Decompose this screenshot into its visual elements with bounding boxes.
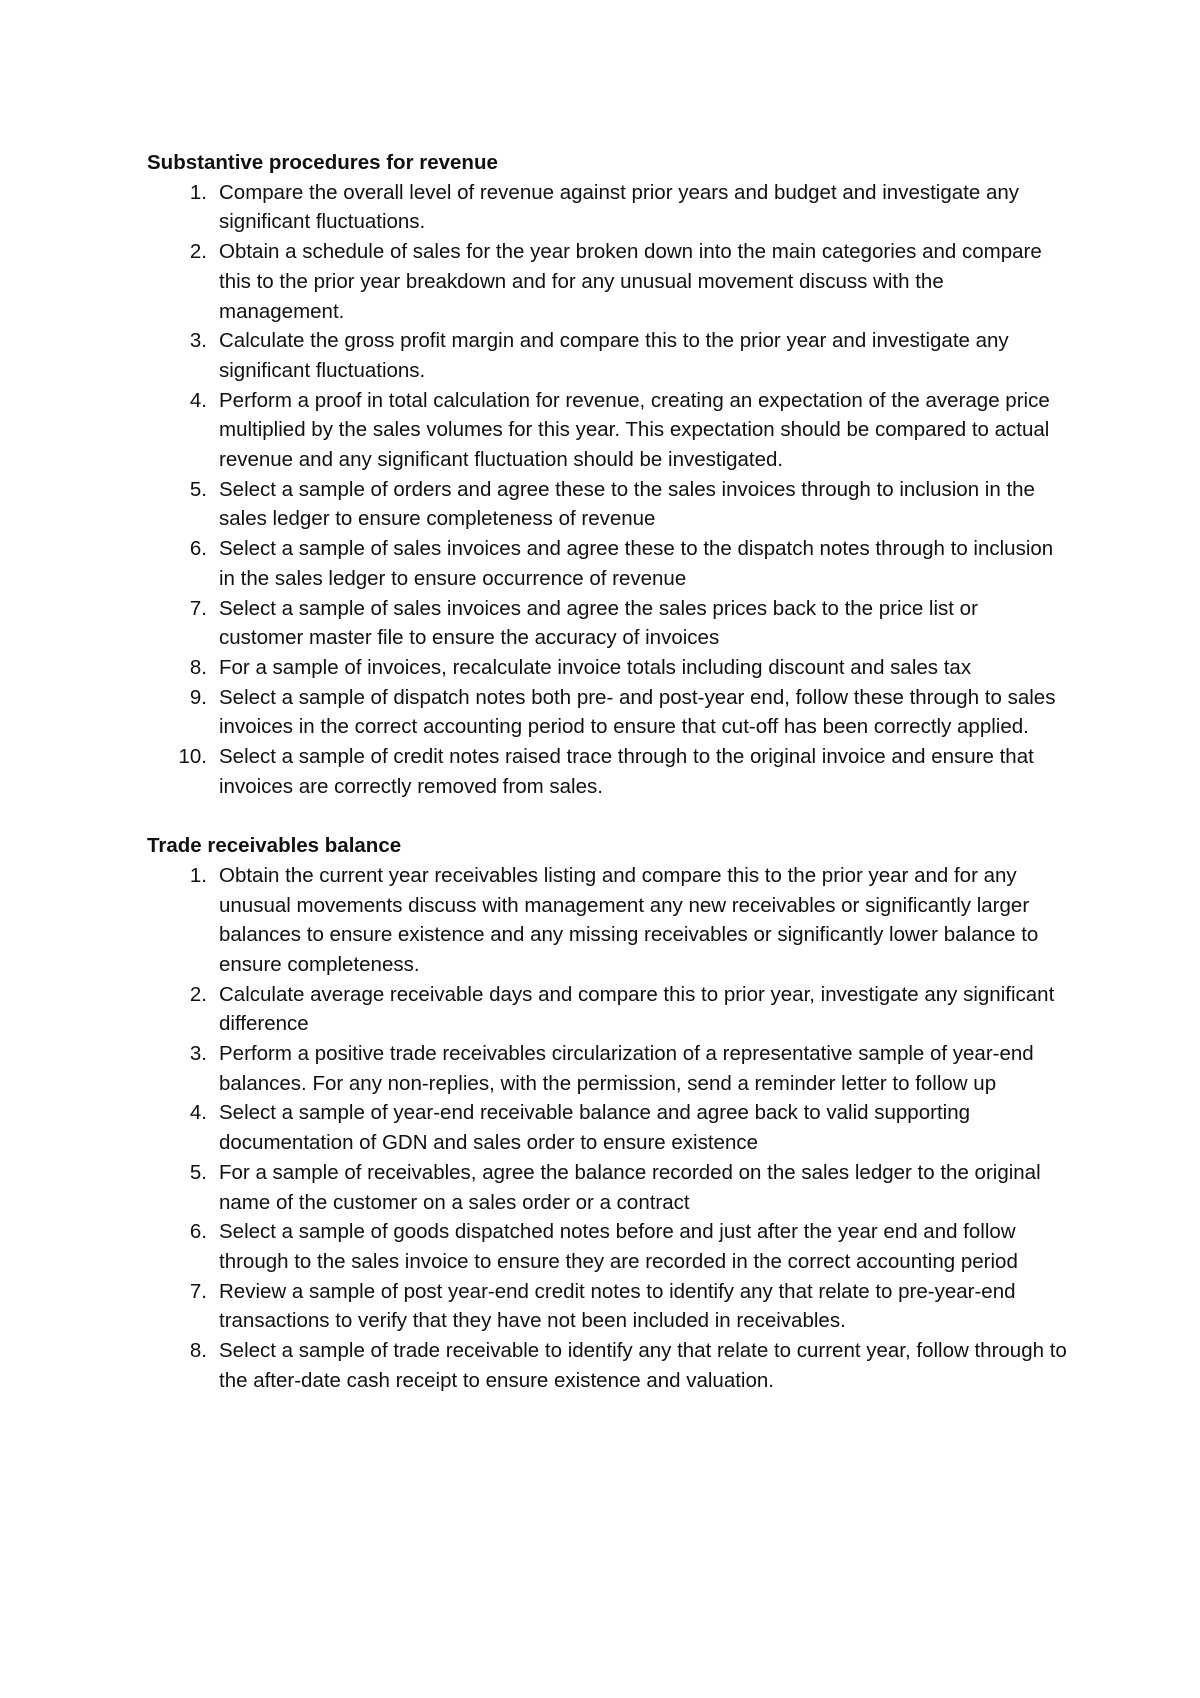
list-item — [147, 1098, 1067, 1157]
list-number: 10. — [178, 745, 207, 769]
document-page — [147, 148, 1067, 1396]
list-item — [147, 980, 1067, 1039]
list-item — [147, 386, 1067, 475]
list-text: Calculate the gross profit margin and compare this to the prior year and investigate any significant fluctuations. — [219, 329, 1009, 382]
list-item — [147, 683, 1067, 742]
list-number: 9. — [189, 685, 207, 709]
revenue-heading: Substantive procedures for revenue — [147, 151, 498, 174]
list-item — [147, 653, 1067, 683]
list-item — [147, 178, 1067, 237]
list-item — [147, 1336, 1067, 1395]
list-text: Select a sample of credit notes raised trace through to the original invoice and ensure that invoices are correctly removed from sales. — [219, 745, 1034, 798]
list-number: 7. — [189, 596, 207, 620]
list-item — [147, 1217, 1067, 1276]
list-text: Perform a proof in total calculation for revenue, creating an expectation of the average price multiplied by the sales volumes for this year. This expectation should be compared to actual revenue and any significant fluctuation should be investigated. — [219, 388, 1050, 472]
list-number: 4. — [189, 1101, 207, 1125]
list-number: 7. — [189, 1279, 207, 1303]
list-number: 3. — [189, 329, 207, 353]
list-number: 5. — [189, 1160, 207, 1184]
list-text: Obtain a schedule of sales for the year broken down into the main categories and compare this to the prior year breakdown and for any unusual movement discuss with the management. — [219, 240, 1042, 323]
list-number: 2. — [189, 240, 207, 264]
receivables-procedure-list — [147, 861, 1067, 1396]
list-item — [147, 475, 1067, 534]
revenue-section — [147, 148, 1067, 801]
list-item — [147, 326, 1067, 385]
list-number: 6. — [189, 1220, 207, 1244]
list-text: Select a sample of goods dispatched notes before and just after the year end and follow through to the sales invoice to ensure they are recorded in the correct accounting period — [219, 1220, 1018, 1273]
list-item — [147, 534, 1067, 593]
list-text: Select a sample of sales invoices and agree these to the dispatch notes through to inclusion in the sales ledger to ensure occurrence of revenue — [219, 537, 1054, 590]
list-text: Select a sample of year-end receivable balance and agree back to valid supporting documentation of GDN and sales order to ensure existence — [219, 1101, 970, 1155]
list-text: Perform a positive trade receivables circularization of a representative sample of year-end balances. For any non-replies, with the permission, send a reminder letter to follow up — [219, 1042, 1034, 1095]
list-item — [147, 1277, 1067, 1336]
list-item — [147, 861, 1067, 980]
list-number: 8. — [189, 655, 207, 679]
list-text: Compare the overall level of revenue against prior years and budget and investigate any significant fluctuations. — [219, 180, 1019, 234]
list-text: Obtain the current year receivables listing and compare this to the prior year and for any unusual movements discuss with management any new receivables or significantly larger balances to ensure existence and any missing receivables or significantly lower balance to ensure completeness. — [219, 863, 1039, 976]
receivables-heading: Trade receivables balance — [147, 834, 402, 858]
list-item — [147, 237, 1067, 326]
list-item — [147, 742, 1067, 801]
receivables-section — [147, 831, 1067, 1395]
list-text: For a sample of invoices, recalculate invoice totals including discount and sales tax — [219, 655, 972, 679]
list-item — [147, 1158, 1067, 1217]
list-item — [147, 594, 1067, 653]
list-text: For a sample of receivables, agree the balance recorded on the sales ledger to the original name of the customer on a sales order or a contract — [219, 1160, 1041, 1214]
list-number: 4. — [189, 388, 207, 412]
revenue-procedure-list — [147, 178, 1067, 802]
list-number: 2. — [189, 982, 207, 1006]
list-number: 6. — [189, 537, 207, 561]
list-text: Select a sample of sales invoices and agree the sales prices back to the price list or customer master file to ensure the accuracy of invoices — [219, 596, 978, 650]
list-number: 5. — [189, 477, 207, 501]
list-text: Select a sample of orders and agree these to the sales invoices through to inclusion in the sales ledger to ensure completeness of revenue — [219, 477, 1035, 531]
list-text: Calculate average receivable days and compare this to prior year, investigate any significant difference — [219, 982, 1055, 1036]
list-number: 1. — [189, 863, 207, 887]
list-number: 3. — [189, 1042, 207, 1066]
list-item — [147, 1039, 1067, 1098]
list-text: Select a sample of trade receivable to identify any that relate to current year, follow through to the after-date cash receipt to ensure existence and valuation. — [219, 1339, 1067, 1392]
list-number: 8. — [189, 1339, 207, 1363]
list-text: Review a sample of post year-end credit notes to identify any that relate to pre-year-end transactions to verify that they have not been included in receivables. — [219, 1279, 1016, 1333]
list-number: 1. — [189, 180, 207, 204]
list-text: Select a sample of dispatch notes both pre- and post-year end, follow these through to sales invoices in the correct accounting period to ensure that cut-off has been correctly applied. — [219, 685, 1056, 739]
